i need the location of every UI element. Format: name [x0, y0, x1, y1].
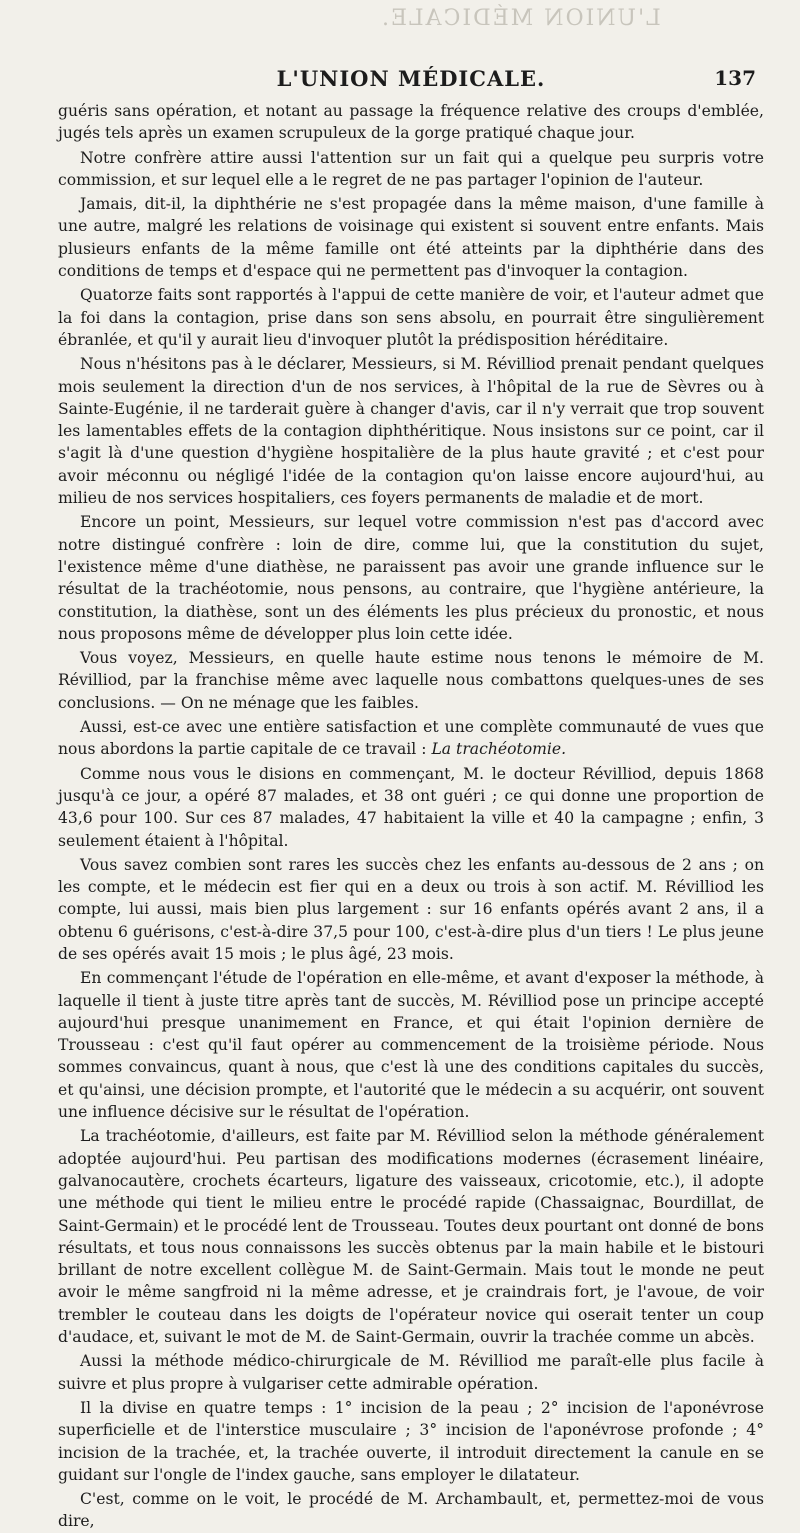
running-header [58, 56, 764, 100]
paragraph: Notre confrère attire aussi l'attention sur un fait qui a quelque peu surpris votre commission, et sur lequel elle a le regret de ne pas partager l'opinion de l'auteur. [58, 148, 764, 189]
paragraph: Comme nous vous le disions en commençant, M. le docteur Révilliod, depuis 1868 jusqu'à ce jour, a opéré 87 malades, et 38 ont guéri ; ce qui donne une proportion de 43,6 pour 100. Sur ces 87 malades, 47 habitaient la ville et 40 la campagne ; enfin, 3 seulement étaient à l'hôpital. [58, 764, 764, 850]
paragraph-with-title [58, 716, 764, 761]
paragraph: Nous n'hésitons pas à le déclarer, Messieurs, si M. Révilliod prenait pendant quelques mois seulement la direction d'un de nos services, à l'hôpital de la rue de Sèvres ou à Sainte-Eugénie, il ne tarderait guère à changer d'avis, car il n'y verrait que trop souvent les lamentables effets de la contagion diphthéritique. Nous insistons sur ce point, car il s'agit là d'une question d'hygiène hospitalière de la plus haute gravité ; et c'est pour avoir méconnu ou négligé l'idée de la contagion qu'on laisse encore aujourd'hui, au milieu de nos services hospitaliers, ces foyers permanents de maladie et de mort. [58, 355, 764, 508]
bleed-through-header: L'UNION MÉDICALE. [380, 6, 661, 31]
section-title-italic: La trachéotomie. [431, 740, 567, 759]
paragraph: Jamais, dit-il, la diphthérie ne s'est propagée dans la même maison, d'une famille à une autre, malgré les relations de voisinage qui existent si souvent entre enfants. Mais plusieurs enfants de la même famille ont été atteints par la diphthérie dans des conditions de temps et d'espace qui ne permettent pas d'invoquer la contagion. [58, 195, 764, 281]
paragraph: Quatorze faits sont rapportés à l'appui de cette manière de voir, et l'auteur admet que la foi dans la contagion, prise dans son sens absolu, en pourrait être singulièrement ébranlée, et qu'il y aurait lieu d'invoquer plutôt la prédisposition héréditaire. [58, 286, 764, 349]
paragraph: Vous savez combien sont rares les succès chez les enfants au-dessous de 2 ans ; on les compte, et le médecin est fier qui en a deux ou trois à son actif. M. Révilliod les compte, lui aussi, mais bien plus largement : sur 16 enfants opérés avant 2 ans, il a obtenu 6 guérisons, c'est-à-dire 37,5 pour 100, c'est-à-dire plus d'un tiers ! Le plus jeune de ses opérés avait 15 mois ; le plus âgé, 23 mois. [58, 855, 764, 963]
paragraph: En commençant l'étude de l'opération en elle-même, et avant d'exposer la méthode, à laquelle il tient à juste titre après tant de succès, M. Révilliod pose un principe accepté aujourd'hui presque unanimement en France, et qui était l'opinion dernière de Trousseau : c'est qu'il faut opérer au commencement de la troisième période. Nous sommes convaincus, quant à nous, que c'est là une des conditions capitales du succès, et qu'ainsi, une décision prompte, et l'autorité que le médecin a su acquérir, ont souvent une influence décisive sur le résultat de l'opération. [58, 969, 764, 1122]
page-number: 137 [714, 66, 756, 90]
journal-title: L'UNION MÉDICALE. [276, 66, 546, 91]
paragraph: C'est, comme on le voit, le procédé de M. Archambault, et, permettez-moi de vous dire, [58, 1490, 764, 1531]
paragraph: Aussi la méthode médico-chirurgicale de M. Révilliod me paraît-elle plus facile à suivre et plus propre à vulgariser cette admirable opération. [58, 1352, 764, 1393]
paragraph: Il la divise en quatre temps : 1° incision de la peau ; 2° incision de l'aponévrose superficielle et de l'interstice musculaire ; 3° incision de l'aponévrose profonde ; 4° incision de la trachée, et, la trachée ouverte, il introduit directement la canule en se guidant sur l'ongle de l'index gauche, sans employer le dilatateur. [58, 1398, 764, 1484]
paragraph: La trachéotomie, d'ailleurs, est faite par M. Révilliod selon la méthode généralement adoptée aujourd'hui. Peu partisan des modifications modernes (écrasement linéaire, galvanocautère, crochets écarteurs, ligature des vaisseaux, cricotomie, etc.), il adopte une méthode qui tient le milieu entre le procédé rapide (Chassaignac, Bourdillat, de Saint-Germain) et le procédé lent de Trousseau. Toutes deux pourtant ont donné de bons résultats, et tous nous connaissons les succès obtenus par la main habile et le bistouri brillant de notre excellent collègue M. de Saint-Germain. Mais tout le monde ne peut avoir le même sangfroid ni la même adresse, et je craindrais fort, je l'avoue, de voir trembler le couteau dans les doigts de l'opérateur novice qui oserait tenter un coup d'audace, et, suivant le mot de M. de Saint-Germain, ouvrir la trachée comme un abcès. [58, 1127, 764, 1347]
paragraph: guéris sans opération, et notant au passage la fréquence relative des croups d'emblée, jugés tels après un examen scrupuleux de la gorge pratiqué chaque jour. [58, 102, 764, 143]
article-body [58, 100, 764, 1533]
paragraph: Vous voyez, Messieurs, en quelle haute estime nous tenons le mémoire de M. Révilliod, par la franchise même avec laquelle nous combattons quelques-unes de ses conclusions. — On ne ménage que les faibles. [58, 649, 764, 712]
paragraph: Encore un point, Messieurs, sur lequel votre commission n'est pas d'accord avec notre distingué confrère : loin de dire, comme lui, que la constitution du sujet, l'existence même d'une diathèse, ne paraissent pas avoir une grande influence sur le résultat de la trachéotomie, nous pensons, au contraire, que l'hygiène antérieure, la constitution, la diathèse, sont un des éléments les plus précieux du pronostic, et nous nous proposons même de développer plus loin cette idée. [58, 513, 764, 643]
paragraph-text: Aussi, est-ce avec une entière satisfaction et une complète communauté de vues que nous abordons la partie capitale de ce travail : [58, 718, 764, 759]
